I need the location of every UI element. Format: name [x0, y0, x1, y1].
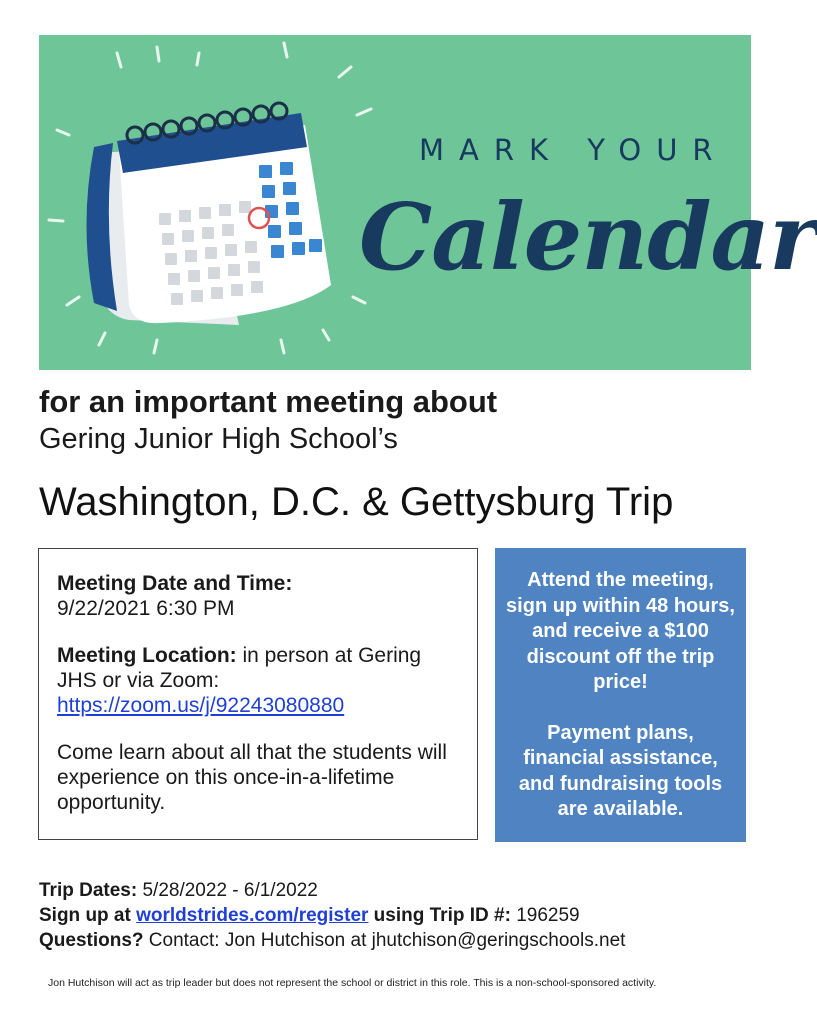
promo-discount-text: Attend the meeting, sign up within 48 hours, and receive a $100 discount off the trip price!	[506, 569, 735, 693]
meeting-location-value: in person at Gering JHS or via Zoom:	[57, 644, 422, 692]
disclaimer-text: Jon Hutchison will act as trip leader but does not represent the school or district in this role. This is a non-school-sponsored activity.	[48, 977, 657, 989]
signup-link[interactable]: worldstrides.com/register	[136, 905, 369, 926]
trip-dates-value: 5/28/2022 - 6/1/2022	[137, 880, 318, 901]
intro-line: for an important meeting about	[39, 384, 498, 419]
mark-your-calendar-banner	[39, 35, 817, 370]
questions-line	[39, 928, 625, 953]
meeting-info-box	[38, 548, 478, 840]
promo-payment-text: Payment plans, financial assistance, and fundraising tools are available.	[518, 721, 723, 820]
meeting-location-label: Meeting Location:	[57, 644, 237, 667]
signup-label: Sign up at	[39, 905, 137, 926]
trip-dates-line	[39, 878, 625, 903]
trip-id-value: 196259	[510, 905, 580, 926]
discount-promo-box	[495, 548, 746, 842]
meeting-description: Come learn about all that the students will experience on this once-in-a-lifetime opportunity.	[57, 741, 447, 814]
trip-dates-label: Trip Dates:	[39, 880, 138, 901]
trip-details	[39, 878, 625, 953]
calendar-icon	[87, 103, 332, 325]
calendar-heading: Calendar	[359, 183, 817, 291]
questions-contact: Contact: Jon Hutchison at jhutchison@geringschools.net	[143, 930, 626, 951]
zoom-link[interactable]: https://zoom.us/j/92243080880	[57, 694, 345, 717]
questions-label: Questions?	[39, 930, 144, 951]
trip-title: Washington, D.C. & Gettysburg Trip	[39, 480, 674, 524]
signup-line	[39, 903, 625, 928]
school-name: Gering Junior High School’s	[39, 423, 398, 455]
meeting-date-value: 9/22/2021 6:30 PM	[57, 597, 235, 620]
mark-your-heading: MARK YOUR	[419, 133, 728, 167]
meeting-date-label: Meeting Date and Time:	[57, 572, 293, 595]
trip-id-label: using Trip ID #:	[368, 905, 511, 926]
